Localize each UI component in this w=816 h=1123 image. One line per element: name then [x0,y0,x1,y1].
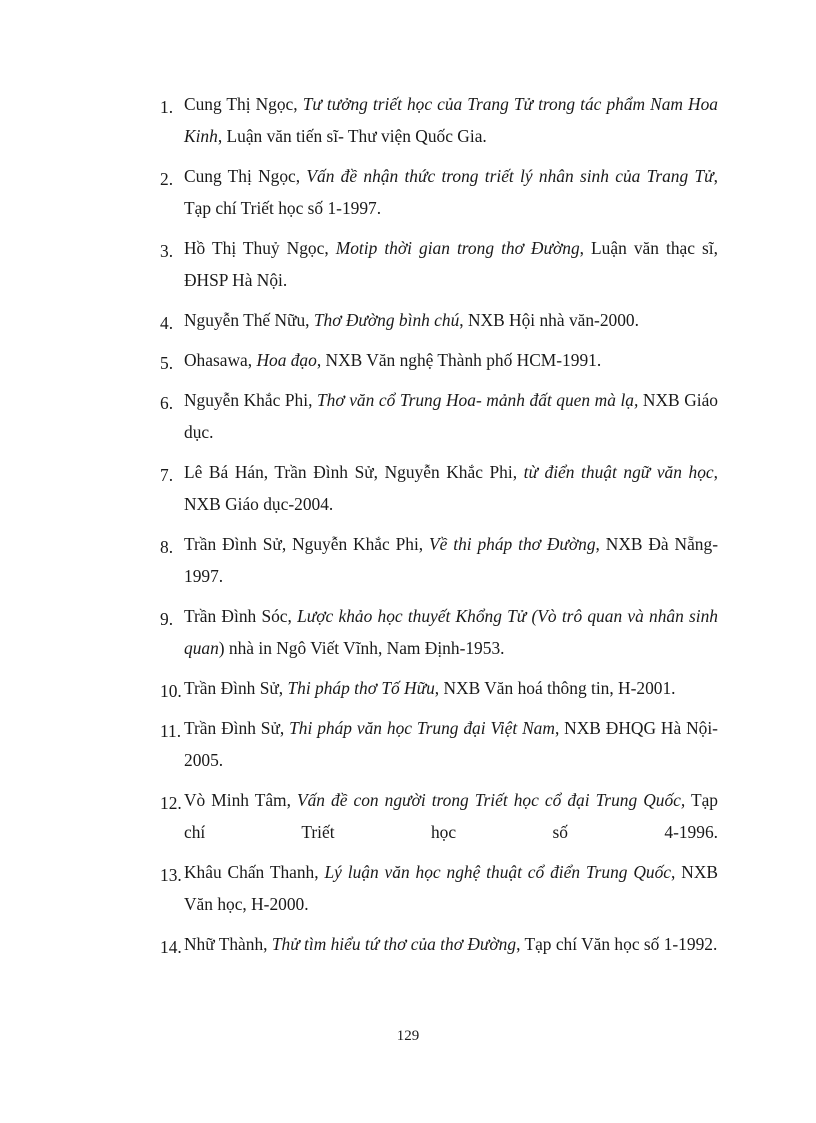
reference-text [184,304,718,336]
reference-number: 1. [160,97,174,117]
reference-text [184,384,718,448]
reference-title: Thi pháp văn học Trung đại Việt Nam [289,718,555,738]
reference-item [0,88,816,152]
reference-number: 5. [160,353,174,373]
reference-info: Nguyễn Thế Nữu, [184,310,314,330]
reference-text [184,344,718,376]
reference-text [184,600,718,664]
reference-number: 3. [160,241,174,261]
reference-title: Tư tưởng triết học của Trang Tử trong tác phẩm Nam Hoa Kinh [184,94,718,146]
reference-item [0,712,816,776]
reference-info: Trần Đình Sử, [184,718,290,738]
reference-info: Lê Bá Hán, Trần Đình Sử, Nguyễn Khắc Phi, [184,462,524,482]
reference-number: 12. [160,793,182,813]
reference-info: , NXB ĐHQG Hà Nội-2005. [184,718,718,770]
reference-info: Tạp chí Triết học số 4-1996. [184,790,718,842]
reference-text [184,928,718,960]
reference-title: Hoa đạo [256,350,317,370]
reference-number: 6. [160,393,174,413]
reference-info: ) nhà in Ngô Viết Vĩnh, Nam Định-1953. [218,638,505,658]
reference-info: Trần Đình Sử, [184,678,288,698]
reference-info: , Tạp chí Triết học số 1-1997. [184,166,718,218]
reference-number: 10. [160,681,182,701]
reference-item [0,528,816,592]
reference-item [0,928,816,960]
reference-item [0,456,816,520]
reference-text [184,232,718,296]
reference-item [0,232,816,296]
reference-title: Về thi pháp thơ Đường [429,534,596,554]
reference-title: Motip thời gian trong thơ Đường [335,238,580,258]
reference-number: 13. [160,865,182,885]
reference-text [184,528,718,592]
reference-text [184,672,718,704]
reference-info: Trần Đình Sử, Nguyễn Khắc Phi, [184,534,430,554]
reference-item [0,784,816,848]
reference-list [0,88,816,968]
reference-title: Lược khảo học thuyết Khổng Tử (Vò trô quan và nhân sinh quan [184,606,718,658]
reference-info: Cung Thị Ngọc, [184,166,307,186]
reference-title: Thử tìm hiểu tứ thơ của thơ Đường [271,934,517,954]
reference-title: Thi pháp thơ Tố Hữu [287,678,435,698]
page-number: 129 [396,1028,420,1044]
reference-item [0,384,816,448]
reference-info: , NXB Văn nghệ Thành phố HCM-1991. [316,350,602,370]
reference-number: 9. [160,609,174,629]
reference-text [184,784,718,848]
reference-item [0,304,816,336]
reference-item [0,856,816,920]
reference-info: , NXB Đà Nẵng-1997. [184,534,718,586]
reference-text [184,160,718,224]
reference-item [0,344,816,376]
reference-item [0,160,816,224]
reference-info: , NXB Hội nhà văn-2000. [459,310,639,330]
reference-number: 11. [160,721,182,741]
reference-info: , Luận văn thạc sĩ, ĐHSP Hà Nội. [184,238,718,290]
reference-info: Vò Minh Tâm, [184,790,297,810]
reference-number: 8. [160,537,174,557]
reference-info: Trần Đình Sóc, [184,606,298,626]
reference-text [184,856,718,920]
reference-title: từ điển thuật ngữ văn học [523,462,714,482]
reference-info: Hồ Thị Thuỷ Ngọc, [184,238,336,258]
reference-info: Cung Thị Ngọc, [184,94,303,114]
reference-info: Nguyễn Khắc Phi, [184,390,317,410]
reference-title: Thơ văn cổ Trung Hoa- mảnh đất quen mà lạ, [317,390,639,410]
reference-info: Khâu Chấn Thanh, [184,862,325,882]
reference-info: , Luận văn tiến sĩ- Thư viện Quốc Gia. [217,126,487,146]
reference-number: 14. [160,937,182,957]
reference-number: 2. [160,169,174,189]
reference-info: Nhữ Thành, [184,934,272,954]
reference-info: Ohasawa, [184,350,257,370]
reference-title: Vấn đề nhận thức trong triết lý nhân sinh của Trang Tử [306,166,714,186]
reference-text [184,88,718,152]
reference-info: , NXB Giáo dục-2004. [184,462,718,514]
reference-info: , NXB Văn hoá thông tin, H-2001. [434,678,676,698]
reference-title: Vấn đề con người trong Triết học cổ đại Trung Quốc, [296,790,686,810]
reference-info: NXB Giáo dục. [184,390,719,442]
reference-text [184,456,718,520]
reference-title: Lý luận văn học nghệ thuật cổ điển Trung Quốc [324,862,672,882]
reference-number: 7. [160,465,174,485]
reference-item [0,600,816,664]
reference-title: Thơ Đường bình chú [313,310,460,330]
reference-text [184,712,718,776]
reference-item [0,672,816,704]
reference-info: , NXB Văn học, H-2000. [184,862,718,914]
reference-info: , Tạp chí Văn học số 1-1992. [516,934,718,954]
reference-number: 4. [160,313,174,333]
